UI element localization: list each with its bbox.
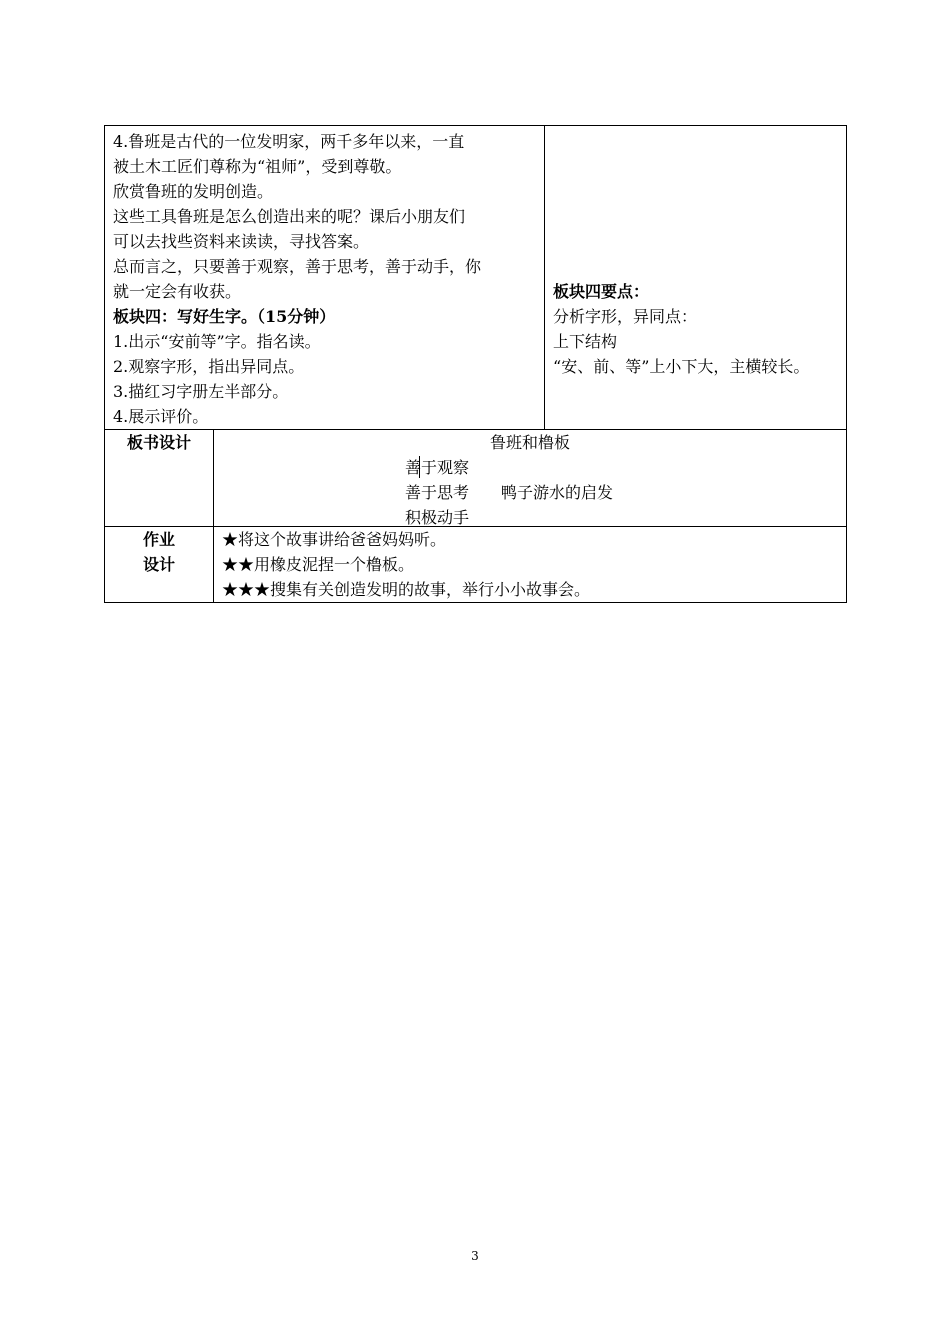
board-design-label: 板书设计 [105,430,214,527]
homework-label-line: 设计 [142,555,175,574]
step-line: 可以去找些资料来读读，寻找答案。 [113,232,370,251]
step-line: 4.鲁班是古代的一位发明家，两千多年以来，一直 [113,132,465,151]
step-line: 被土木工匠们尊称为“祖师”，受到尊敬。 [113,157,402,176]
teaching-steps-cell [105,126,545,430]
board-title: 鲁班和橹板 [490,433,571,452]
homework-label [105,527,214,603]
key-point-line: 分析字形，异同点： [553,307,698,326]
page-number: 3 [471,1249,479,1263]
key-points-heading: 板块四要点： [553,282,650,301]
board-line-right: 鸭子游水的启发 [501,483,614,502]
step-line: 这些工具鲁班是怎么创造出来的呢？课后小朋友们 [113,207,466,226]
homework-cell [214,527,847,603]
homework-row [105,527,847,603]
board-line: 善于观察 [405,458,470,477]
homework-item: ★★★搜集有关创造发明的故事，举行小小故事会。 [222,580,591,599]
homework-item: ★★用橡皮泥捏一个橹板。 [222,555,415,574]
lesson-plan-table [104,125,847,603]
section4-item: 2.观察字形，指出异同点。 [113,357,305,376]
board-line: 善于思考 [405,483,470,502]
homework-label-line: 作业 [142,530,175,549]
step-line: 总而言之，只要善于观察，善于思考，善于动手，你 [113,257,482,276]
step-line: 就一定会有收获。 [113,282,242,301]
key-point-line: 上下结构 [553,332,618,351]
board-line: 积极动手 [405,508,470,527]
section4-item: 4.展示评价。 [113,407,209,426]
homework-item: ★将这个故事讲给爸爸妈妈听。 [222,530,447,549]
board-design-cell [214,430,847,527]
key-point-line: “安、前、等”上小下大，主横较长。 [553,357,810,376]
section4-item: 3.描红习字册左半部分。 [113,382,289,401]
key-points-cell [545,126,847,430]
step-line: 欣赏鲁班的发明创造。 [113,182,274,201]
section4-item: 1.出示“安前等”字。指名读。 [113,332,321,351]
section4-heading: 板块四：写好生字。（15分钟） [113,307,336,326]
teaching-steps-row [105,126,847,430]
board-design-row [105,430,847,527]
